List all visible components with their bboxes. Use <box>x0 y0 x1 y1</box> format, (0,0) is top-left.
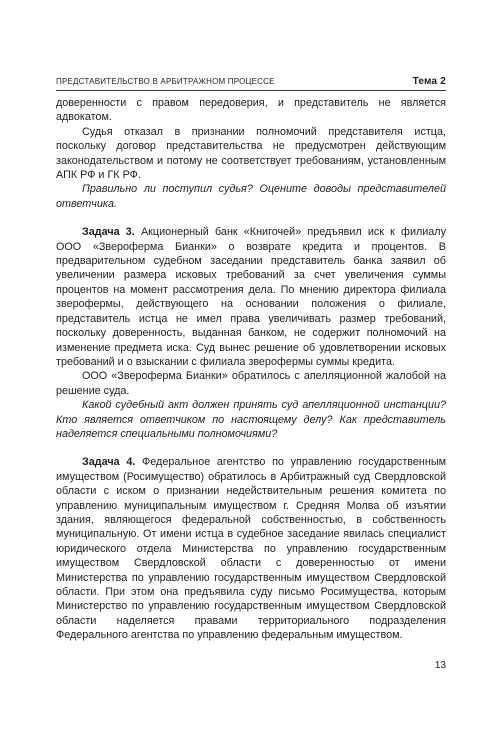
task-4 <box>56 455 446 642</box>
task-3 <box>56 225 446 369</box>
task-3-text: Акционерный банк «Книгочей» предъявил иск к филиалу ООО «Звероферма Бианки» о возврате кредита и процентов. В предварительном судебном заседании представитель банка заявил об увеличении размера исковых требований за счет увеличения суммы процентов на момент рассмотрения дела. По мнению директора филиала зверофермы, действующего на основании положения о филиале, представитель истца не имел права увеличивать размер требований, поскольку доверенность, выданная банком, не содержит полномочий на изменение предмета иска. Суд вынес решение об удовлетворении исковых требований и о взыскании с филиала зверофермы суммы кредита. <box>56 226 447 368</box>
paragraph: доверенности с правом передоверия, и представитель не является адвокатом. <box>56 97 446 124</box>
paragraph: Судья отказал в признании полномочий представителя истца, поскольку договор представительства не предусмотрен действующим законодательством и потому не соответствует требованиям, установленным АПК РФ и ГК РФ. <box>56 125 446 182</box>
page-number: 13 <box>434 660 446 671</box>
task-4-text: Федеральное агентство по управлению государственным имуществом (Росимущество) обратилось в Арбитражный суд Свердловской области с иском о признании недействительным решения комитета по управлению муниципальным имуществом г. Средняя Молва об изъятии здания, являющегося федеральной собственностью, в собственность муниципальную. От имени истца в судебное заседание явилась специалист юридического отдела Министерства по управлению государственным имуществом Свердловской области с доверенностью от имени Министерства по управлению государственным имуществом Свердловской области. При этом она предъявила суду письмо Росимущества, которым Министерство по управлению государственным имуществом Свердловской области наделяется правами территориального подразделения Федерального агентства по управлению федеральным имуществом. <box>56 456 446 642</box>
paragraph: ООО «Звероферма Бианки» обратилось с апелляционной жалобой на решение суда. <box>56 370 446 397</box>
spacer <box>56 211 446 225</box>
running-title: ПРЕДСТАВИТЕЛЬСТВО В АРБИТРАЖНОМ ПРОЦЕССЕ <box>56 77 275 86</box>
spacer <box>56 441 446 455</box>
task-4-label: Задача 4. <box>82 456 136 469</box>
topic-label: Тема 2 <box>412 76 446 87</box>
question: Какой судебный акт должен принять суд апелляционной инстанции? Кто является ответчиком по настоящему делу? Как представитель наделяется специальными полномочиями? <box>56 399 446 440</box>
task-3-label: Задача 3. <box>82 226 135 239</box>
page-header <box>56 76 446 87</box>
header-rule <box>56 90 446 91</box>
question: Правильно ли поступил судья? Оцените доводы представителей ответчика. <box>56 183 446 210</box>
page-body <box>56 96 446 643</box>
